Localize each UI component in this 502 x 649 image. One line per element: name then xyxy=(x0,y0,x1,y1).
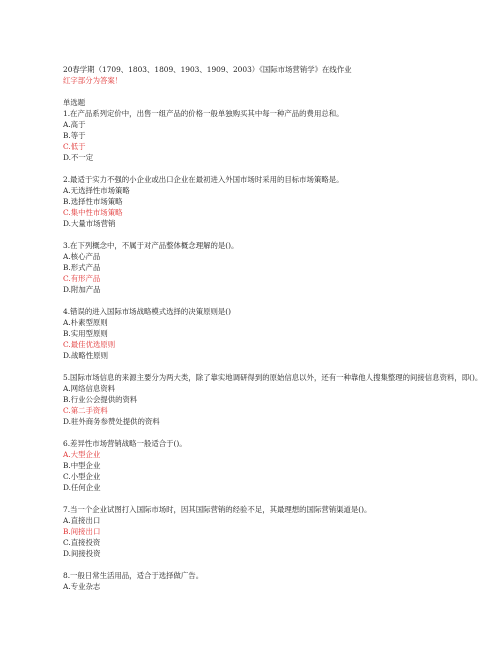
option: D.战略性原则 xyxy=(63,351,108,360)
document-title: 20春学期（1709、1803、1809、1903、1909、2003）《国际市场营销学》在线作业 xyxy=(63,65,352,74)
option: B.等于 xyxy=(63,131,86,140)
option: B.选择性市场策略 xyxy=(63,197,123,206)
option: D.不一定 xyxy=(63,153,94,162)
answer-option: C.集中性市场策略 xyxy=(63,208,123,217)
option: C.小型企业 xyxy=(63,472,101,481)
option: A.专业杂志 xyxy=(63,582,101,591)
option: D.任何企业 xyxy=(63,483,101,492)
answer-option: C.低于 xyxy=(63,142,86,151)
answer-option: A.大型企业 xyxy=(63,450,101,459)
answer-option: C.有形产品 xyxy=(63,274,101,283)
option: A.直接出口 xyxy=(63,516,101,525)
option: D.间接投资 xyxy=(63,549,101,558)
option: A.核心产品 xyxy=(63,252,101,261)
answer-option: B.间接出口 xyxy=(63,527,101,536)
question-stem: 4.错误的进入国际市场战略模式选择的决策原则是() xyxy=(63,307,232,316)
answer-option: C.第二手资料 xyxy=(63,406,108,415)
question-list xyxy=(63,108,483,592)
question-block xyxy=(63,504,483,570)
document-page xyxy=(63,64,483,592)
question-block xyxy=(63,108,483,174)
question-block xyxy=(63,306,483,372)
question-stem: 1.在产品系列定价中，出售一组产品的价格一般单独购买其中每一种产品的费用总和。 xyxy=(63,109,344,118)
option: D.附加产品 xyxy=(63,285,101,294)
answer-option: C.最佳优选原则 xyxy=(63,340,116,349)
question-block xyxy=(63,174,483,240)
answer-note: 红字部分为答案！ xyxy=(63,76,123,85)
option: B.行业公会提供的资料 xyxy=(63,395,138,404)
option: B.实用型原则 xyxy=(63,329,108,338)
question-block xyxy=(63,240,483,306)
section-title: 单选题 xyxy=(63,98,86,107)
question-stem: 6.差异性市场营销战略一般适合于()。 xyxy=(63,439,187,448)
option: D.大量市场营销 xyxy=(63,219,116,228)
option: A.朴素型原则 xyxy=(63,318,108,327)
question-block xyxy=(63,438,483,504)
question-stem: 3.在下列概念中，不属于对产品整体概念理解的是()。 xyxy=(63,241,239,250)
question-stem: 8.一般日常生活用品，适合于选择做广告。 xyxy=(63,571,204,580)
option: B.形式产品 xyxy=(63,263,101,272)
option: A.高于 xyxy=(63,120,86,129)
option: A.无选择性市场策略 xyxy=(63,186,130,195)
question-block xyxy=(63,372,483,438)
option: A.网络信息资料 xyxy=(63,384,116,393)
question-stem: 2.最适于实力不强的小企业或出口企业在最初进入外国市场时采用的目标市场策略是。 xyxy=(63,175,344,184)
question-stem: 7.当一个企业试图打入国际市场时，因其国际营销的经验不足，其最理想的国际营销渠道是()。 xyxy=(63,505,372,514)
option: D.驻外商务参赞处提供的资料 xyxy=(63,417,160,426)
option: C.直接投资 xyxy=(63,538,101,547)
question-stem: 5.国际市场信息的来源主要分为两大类，除了靠实地调研得到的原始信息以外，还有一种靠他人搜集整理的间接信息资料，即()。 xyxy=(63,373,483,382)
option: B.中型企业 xyxy=(63,461,101,470)
question-block xyxy=(63,570,483,592)
